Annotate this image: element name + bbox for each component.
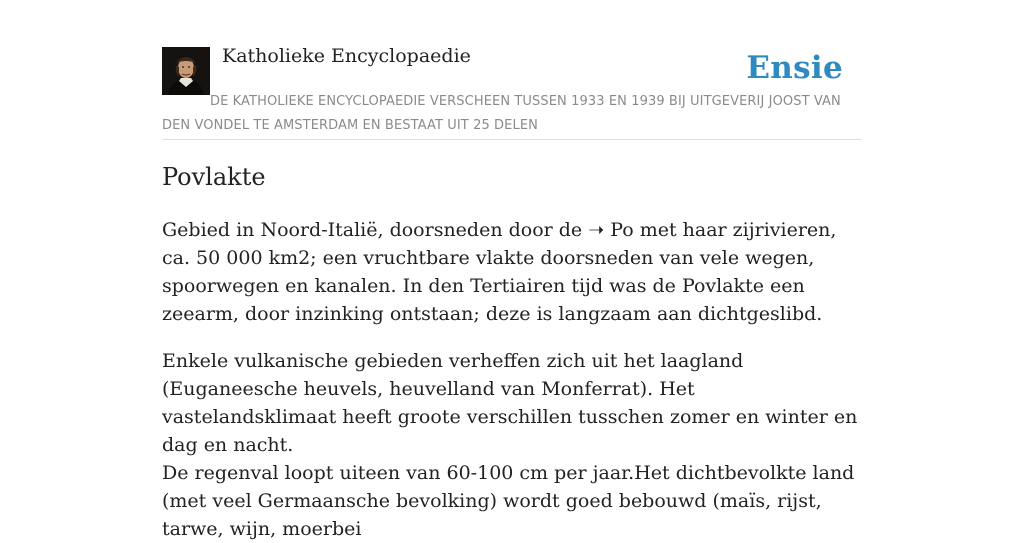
encyclopedia-avatar[interactable] <box>162 47 210 95</box>
site-description: DE KATHOLIEKE ENCYCLOPAEDIE VERSCHEEN TUSSEN 1933 EN 1939 BIJ UITGEVERIJ JOOST VAN DEN VONDEL TE AMSTERDAM EN BESTAAT UIT 25 DELEN <box>162 94 841 133</box>
article-title: Povlakte <box>162 163 266 191</box>
paragraph-text: met haar zijrivieren, ca. 50 000 km2; een vruchtbare vlakte doorsneden van vele wegen, spoorwegen en kanalen. In den Tertiairen tijd was de Povlakte een zeearm, door inzinking ontstaan; deze is langzaam aan dichtgeslibd. <box>162 219 837 325</box>
site-title[interactable]: Katholieke Encyclopaedie <box>222 45 471 67</box>
article-paragraph-3: De regenval loopt uiteen van 60-100 cm per jaar.Het dichtbevolkte land (met veel Germaansche bevolking) wordt goed bebouwd (maïs, rijst, tarwe, wijn, moerbei <box>162 462 855 540</box>
arrow-right-icon: ➝ <box>588 219 605 241</box>
article-paragraph-1 <box>162 216 867 328</box>
paragraph-text: Gebied in Noord-Italië, doorsneden door de <box>162 219 589 241</box>
po-reference-link[interactable] <box>588 219 633 241</box>
header-divider <box>162 139 862 140</box>
portrait-icon <box>162 47 210 95</box>
article-paragraph-2: Enkele vulkanische gebieden verheffen zich uit het laagland (Euganeesche heuvels, heuvelland van Monferrat). Het vastelandsklimaat heeft groote verschillen tusschen zomer en winter en dag en nacht. <box>162 350 858 456</box>
ensie-logo[interactable]: Ensie <box>746 50 843 86</box>
reference-link-label: Po <box>610 219 634 241</box>
